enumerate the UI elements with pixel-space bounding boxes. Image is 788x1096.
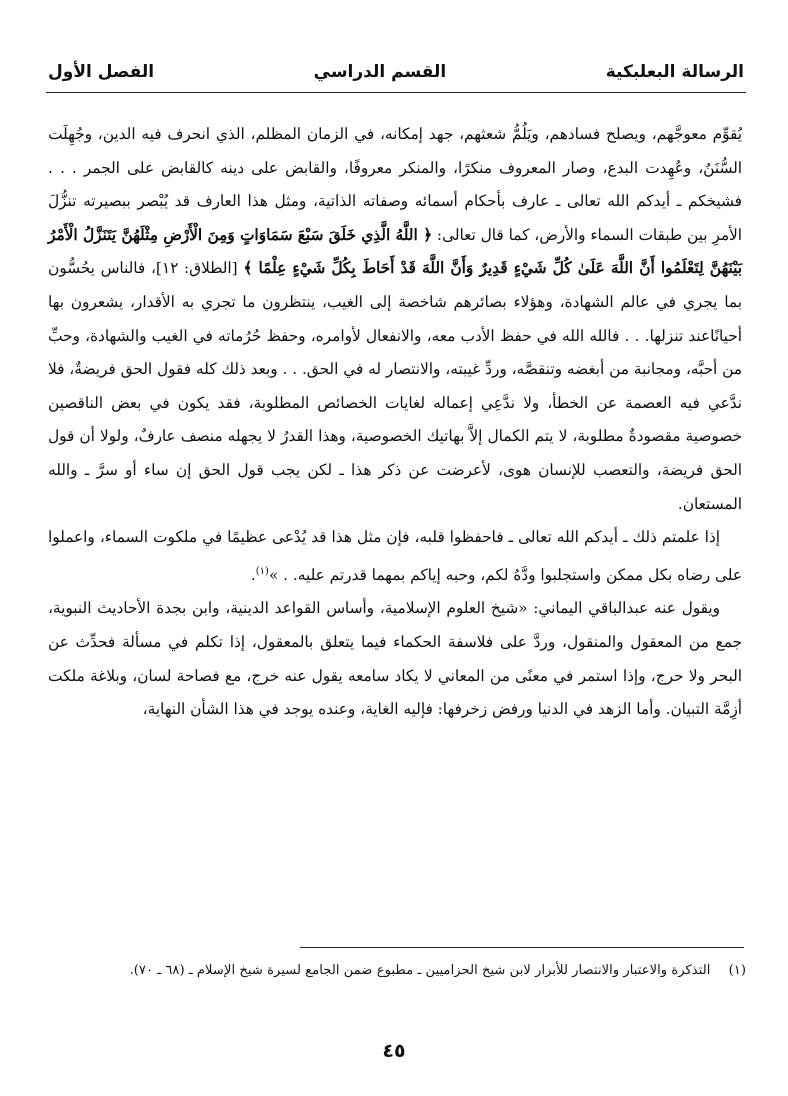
footnote-text: التذكرة والاعتبار والانتصار للأبرار لابن شيخ الحزاميين ـ مطبوع ضمن الجامع لسيرة شيخ الإسلام ـ (٦٨ ـ ٧٠). [129, 963, 711, 978]
quran-verse: ﴿ اللَّهُ الَّذِي خَلَقَ سَبْعَ سَمَاوَاتٍ وَمِنَ الْأَرْضِ مِثْلَهُنَّ يَتَنَزَّلُ الْأَمْرُ بَيْنَهُنَّ لِتَعْلَمُوا أَنَّ اللَّهَ عَلَىٰ كُلِّ شَيْءٍ قَدِيرٌ وَأَنَّ اللَّهَ قَدْ أَحَاطَ بِكُلِّ شَيْءٍ عِلْمًا ﴾ [48, 225, 742, 278]
footnote-number: (١) [728, 963, 746, 978]
main-text [48, 118, 742, 727]
text-run: [الطلاق: ١٢]، فالناس يحُسُّون بما يجري في عالم الشهادة، وهؤلاء بصائرهم شاخصة إلى الغيب، ينتظرون ما تجري به الأقدار، يشعرون بها أحيانًاعند تنزلها. . . فالله الله في حفظ الأدب معه، والانفعال لأوامره، وحفظ حُرُماته في الغيب والشهادة، وحبِّ من أحبَّه، ومجانبة من أبغضه وتنقصَّه، وردِّ غيبته، والانتصار له في الحق. . . وبعد ذلك كله فقول الحق فريضةٌ، فلا ندَّعي فيه العصمة عن الخطأ، ولا ندَّعِي إعماله لغايات الخصائص المطلوبة، فقد يكون في بعض الناقصين خصوصية مقصودةٌ مطلوبة، لا يتم الكمال إلاَّ بهاتيك الخصوصية، وهذا القدرُ لا يجهله منصف عارفٌ، ولولا أن قول الحق فريضة، والتعصب للإنسان هوى، لأعرضت عن ذكر هذا ـ لكن يجب قول الحق إن ساء أو سرَّ ـ والله المستعان. [48, 259, 742, 513]
section-title: القسم الدراسي [313, 62, 447, 82]
footnote-divider [300, 947, 744, 948]
paragraph-1 [48, 118, 742, 521]
text-run: يُقوِّم معوجَّهم، ويصلح فسادهم، ويَلُمُّ شعثهم، جهد إمكانه، في الزمان المظلم، الذي انحرف فيه الدين، وجُهِلَت السُّنَنُ، وعُهِدت البدع، وصار المعروف منكرًا، والمنكر معروفًا، والقابض على دينه كالقابض على الجمر . . . فشيخكم ـ أيدكم الله تعالى ـ عارف بأحكام أسمائه وصفاته الذاتية، ومثل هذا العارف قد يُبْصر ببصيرته تنزُّلَ الأمرِ بين طبقات السماء والأرض، كما قال تعالى: [48, 125, 742, 244]
page-number: ٤٥ [382, 1040, 406, 1062]
text-run: . [250, 565, 256, 584]
running-header [48, 52, 744, 92]
footnote-ref[interactable]: (١) [255, 565, 269, 577]
footnote [44, 958, 746, 984]
text-run: ويقول عنه عبدالباقي اليماني: «شيخ العلوم الإسلامية، وأساس القواعد الدينية، وابن بجدة الأحاديث النبوية، جمع من المعقول والمنقول، وردَّ على فلاسفة الحكماء فيما يتعلق بالمعقول، إذا تكلم في مسألة فحدِّث عن البحر ولا حرج، وإذا استمر في معنًى من المعاني لا يكاد سامعه يقول عنه خرج، مع فصاحة لسان، وبلاغة ملكت أزِمَّة التبيان. وأما الزهد في الدنيا ورفض زخرفها: فإليه الغاية، وعنده يوجد في هذا الشأن النهاية، [48, 599, 742, 719]
chapter-title: الفصل الأول [48, 62, 155, 82]
book-title: الرسالة البعلبكية [605, 62, 744, 82]
paragraph-3 [48, 592, 742, 726]
paragraph-2 [48, 521, 742, 592]
text-run: إذا علمتم ذلك ـ أيدكم الله تعالى ـ فاحفظوا قلبه، فإن مثل هذا قد يُدْعى عظيمًا في ملكوت السماء، واعملوا على رضاه بكل ممكن واستجلبوا ودَّهُ لكم، وحبه إياكم بمهما قدرتم عليه. . » [48, 528, 742, 584]
header-divider [46, 92, 746, 93]
